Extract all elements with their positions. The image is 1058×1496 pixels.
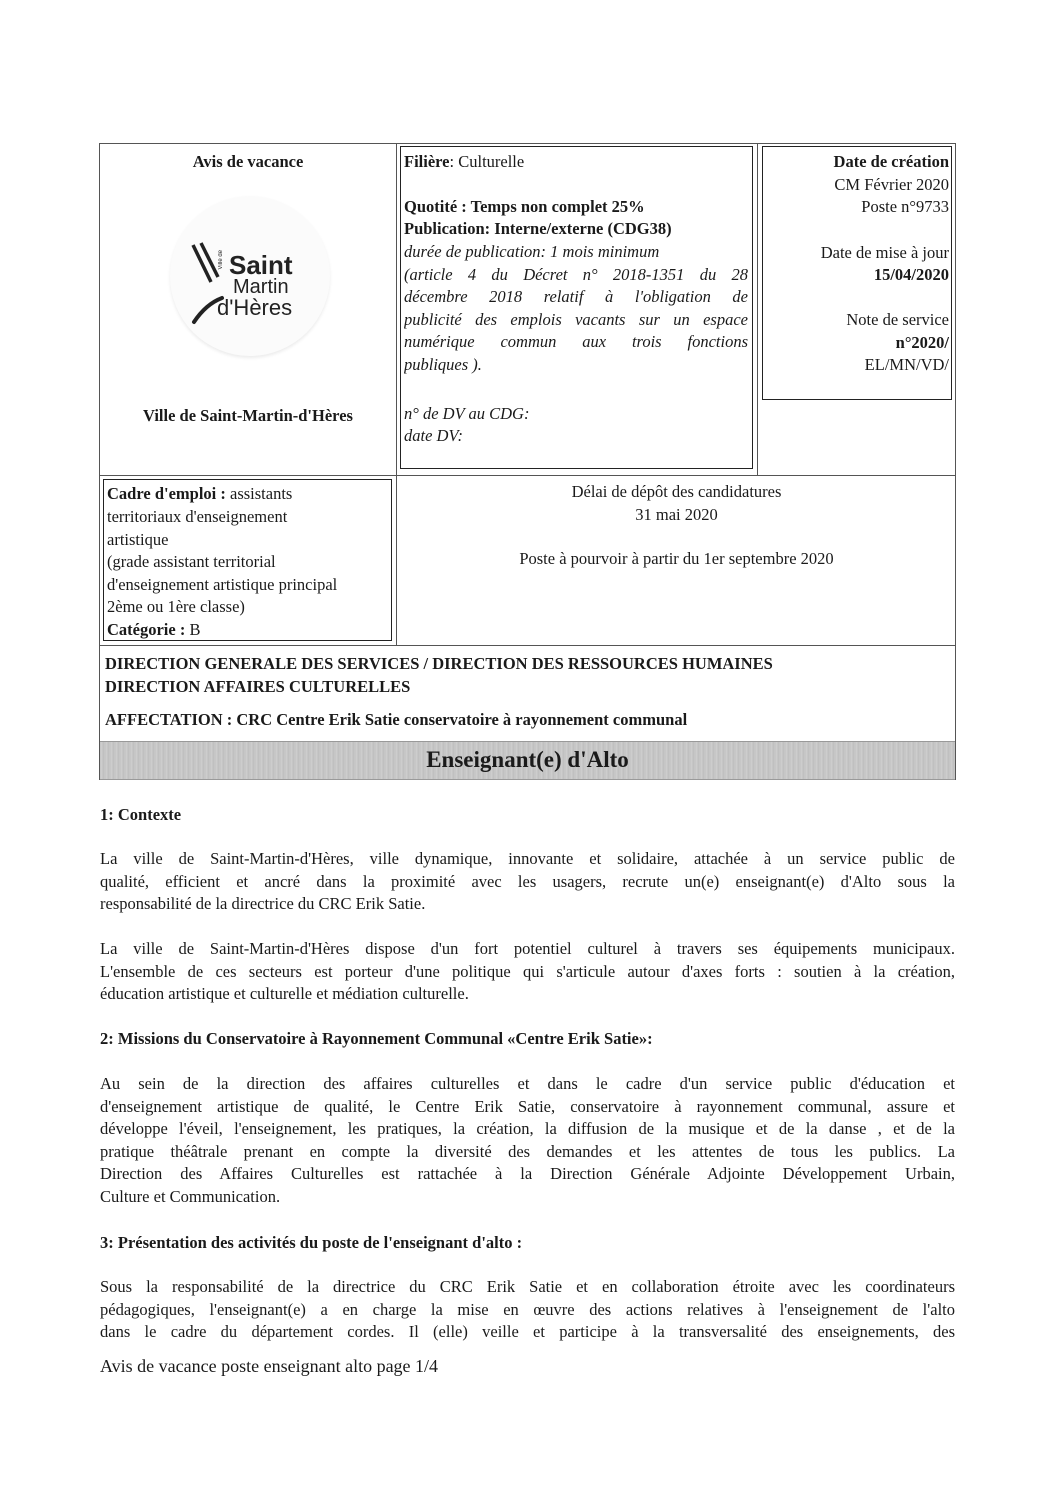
direction-line2: DIRECTION AFFAIRES CULTURELLES xyxy=(105,677,411,696)
note-ref: EL/MN/VD/ xyxy=(864,355,949,374)
text-line: développe l'éveil, l'enseignement, les pratiques, la création, la diffusion de la musique et de la danse , et de la xyxy=(100,1119,955,1138)
cadre-label: Cadre d'emploi : xyxy=(107,484,226,503)
notice-title: Avis de vacance xyxy=(192,152,304,171)
maj-label: Date de mise à jour xyxy=(820,243,949,262)
job-title: Enseignant(e) d'Alto xyxy=(426,747,629,772)
text-line: pédagogiques, l'enseignant(e) a en charge la mise en œuvre des actions relatives à l'enseignement de l'alto xyxy=(100,1299,955,1319)
date-creation-label: Date de création xyxy=(833,152,949,171)
categorie-value: B xyxy=(185,620,201,639)
cm-date: CM Février 2020 xyxy=(834,175,949,194)
affectation xyxy=(105,709,687,731)
cadre-first-line xyxy=(107,483,292,505)
categorie-label: Catégorie : xyxy=(107,620,186,639)
text-line: éducation artistique et culturelle et médiation culturelle. xyxy=(100,984,469,1003)
text-line: dans le cadre du département cordes. Il (elle) veille et participe à la transversalité des enseignements, des xyxy=(100,1322,955,1341)
filiere-label: Filière xyxy=(404,152,450,171)
note-number: n°2020/ xyxy=(895,333,949,352)
paragraph-activites xyxy=(100,1276,955,1344)
cadre-line: d'enseignement artistique principal xyxy=(107,575,338,594)
direction-line1: DIRECTION GENERALE DES SERVICES / DIRECTION DES RESSOURCES HUMAINES xyxy=(105,654,773,673)
logo-prefix: Ville de xyxy=(218,250,224,270)
categorie xyxy=(107,619,200,641)
text-line: numérique commun aux trois fonctions xyxy=(404,332,748,351)
paragraph-potentiel xyxy=(100,938,955,1006)
filiere-value: : Culturelle xyxy=(449,152,525,171)
section2-title: 2: Missions du Conservatoire à Rayonnement Communal «Centre Erik Satie»: xyxy=(100,1029,653,1048)
text-line: durée de publication: 1 mois minimum xyxy=(404,242,660,261)
divider xyxy=(757,143,758,475)
page-footer: Avis de vacance poste enseignant alto page 1/4 xyxy=(100,1356,439,1376)
section1-title: 1: Contexte xyxy=(100,805,182,824)
city-name: Ville de Saint-Martin-d'Hères xyxy=(143,406,353,425)
publication: Publication: Interne/externe (CDG38) xyxy=(404,219,672,238)
filiere xyxy=(404,151,524,173)
text-line: Culture et Communication. xyxy=(100,1186,281,1206)
logo-line1: Saint xyxy=(229,250,293,280)
text-line: Au sein de la direction des affaires culturelles et dans le cadre d'un service public d'éducation et xyxy=(100,1074,955,1093)
text-line: La ville de Saint-Martin-d'Hères, ville dynamique, innovante et solidaire, attachée à un service public de xyxy=(100,849,955,868)
logo-line3: d'Hères xyxy=(217,295,293,320)
section3-title: 3: Présentation des activités du poste de l'enseignant d'alto : xyxy=(100,1233,523,1252)
text-line: Direction des Affaires Culturelles est rattachée à la Direction Générale Adjointe Développement Urbain, xyxy=(100,1164,955,1183)
date-dv: date DV: xyxy=(404,426,463,445)
duree-publication xyxy=(404,241,748,376)
text-line: publiques ). xyxy=(404,354,482,374)
note-label: Note de service xyxy=(846,310,949,329)
text-line: décembre 2018 relatif à l'obligation de xyxy=(404,287,748,306)
affectation-value: CRC Centre Erik Satie conservatoire à rayonnement communal xyxy=(232,710,688,729)
quotite: Quotité : Temps non complet 25% xyxy=(404,197,645,216)
paragraph-missions xyxy=(100,1073,955,1208)
affectation-label: AFFECTATION : xyxy=(105,710,233,729)
depot-date: 31 mai 2020 xyxy=(635,505,718,524)
poste-start: Poste à pourvoir à partir du 1er septembre 2020 xyxy=(519,549,834,568)
paragraph-contexte xyxy=(100,848,955,916)
divider xyxy=(99,475,956,476)
dv-cdg: n° de DV au CDG: xyxy=(404,404,530,423)
cadre-line: 2ème ou 1ère classe) xyxy=(107,597,245,616)
text-line: Sous la responsabilité de la directrice du CRC Erik Satie et en collaboration étroite avec les coordinateurs xyxy=(100,1277,955,1296)
depot-label: Délai de dépôt des candidatures xyxy=(571,482,782,501)
text-line: d'enseignement artistique de qualité, le Centre Erik Satie, conservatoire à rayonnement communal, assure et xyxy=(100,1096,955,1116)
poste-number: Poste n°9733 xyxy=(861,197,949,216)
divider xyxy=(396,143,397,475)
text-line: (article 4 du Décret n° 2018-1351 du 28 xyxy=(404,264,748,284)
text-line: La ville de Saint-Martin-d'Hères dispose d'un fort potentiel culturel à travers ses équipements municipaux. xyxy=(100,939,955,958)
cadre-rest: assistants xyxy=(225,484,293,503)
cadre-line: (grade assistant territorial xyxy=(107,552,276,571)
divider xyxy=(99,645,956,646)
cadre-line: artistique xyxy=(107,530,169,549)
cadre-line: territoriaux d'enseignement xyxy=(107,507,288,526)
text-line: L'ensemble de ces secteurs est porteur d'une politique qui s'articule autour d'axes forts : soutien à la création, xyxy=(100,961,955,981)
text-line: responsabilité de la directrice du CRC Erik Satie. xyxy=(100,894,426,913)
text-line: qualité, efficient et ancré dans la proximité avec les usagers, recrute un(e) enseignant(e) d'Alto sous la xyxy=(100,871,955,891)
logo-line2: Martin xyxy=(233,276,289,298)
text-line: pratique théâtrale prenant en compte la diversité des demandes et les attentes de tous les publics. La xyxy=(100,1141,955,1161)
maj-date: 15/04/2020 xyxy=(873,265,949,284)
text-line: publicité des emplois vacants sur un espace xyxy=(404,309,748,329)
